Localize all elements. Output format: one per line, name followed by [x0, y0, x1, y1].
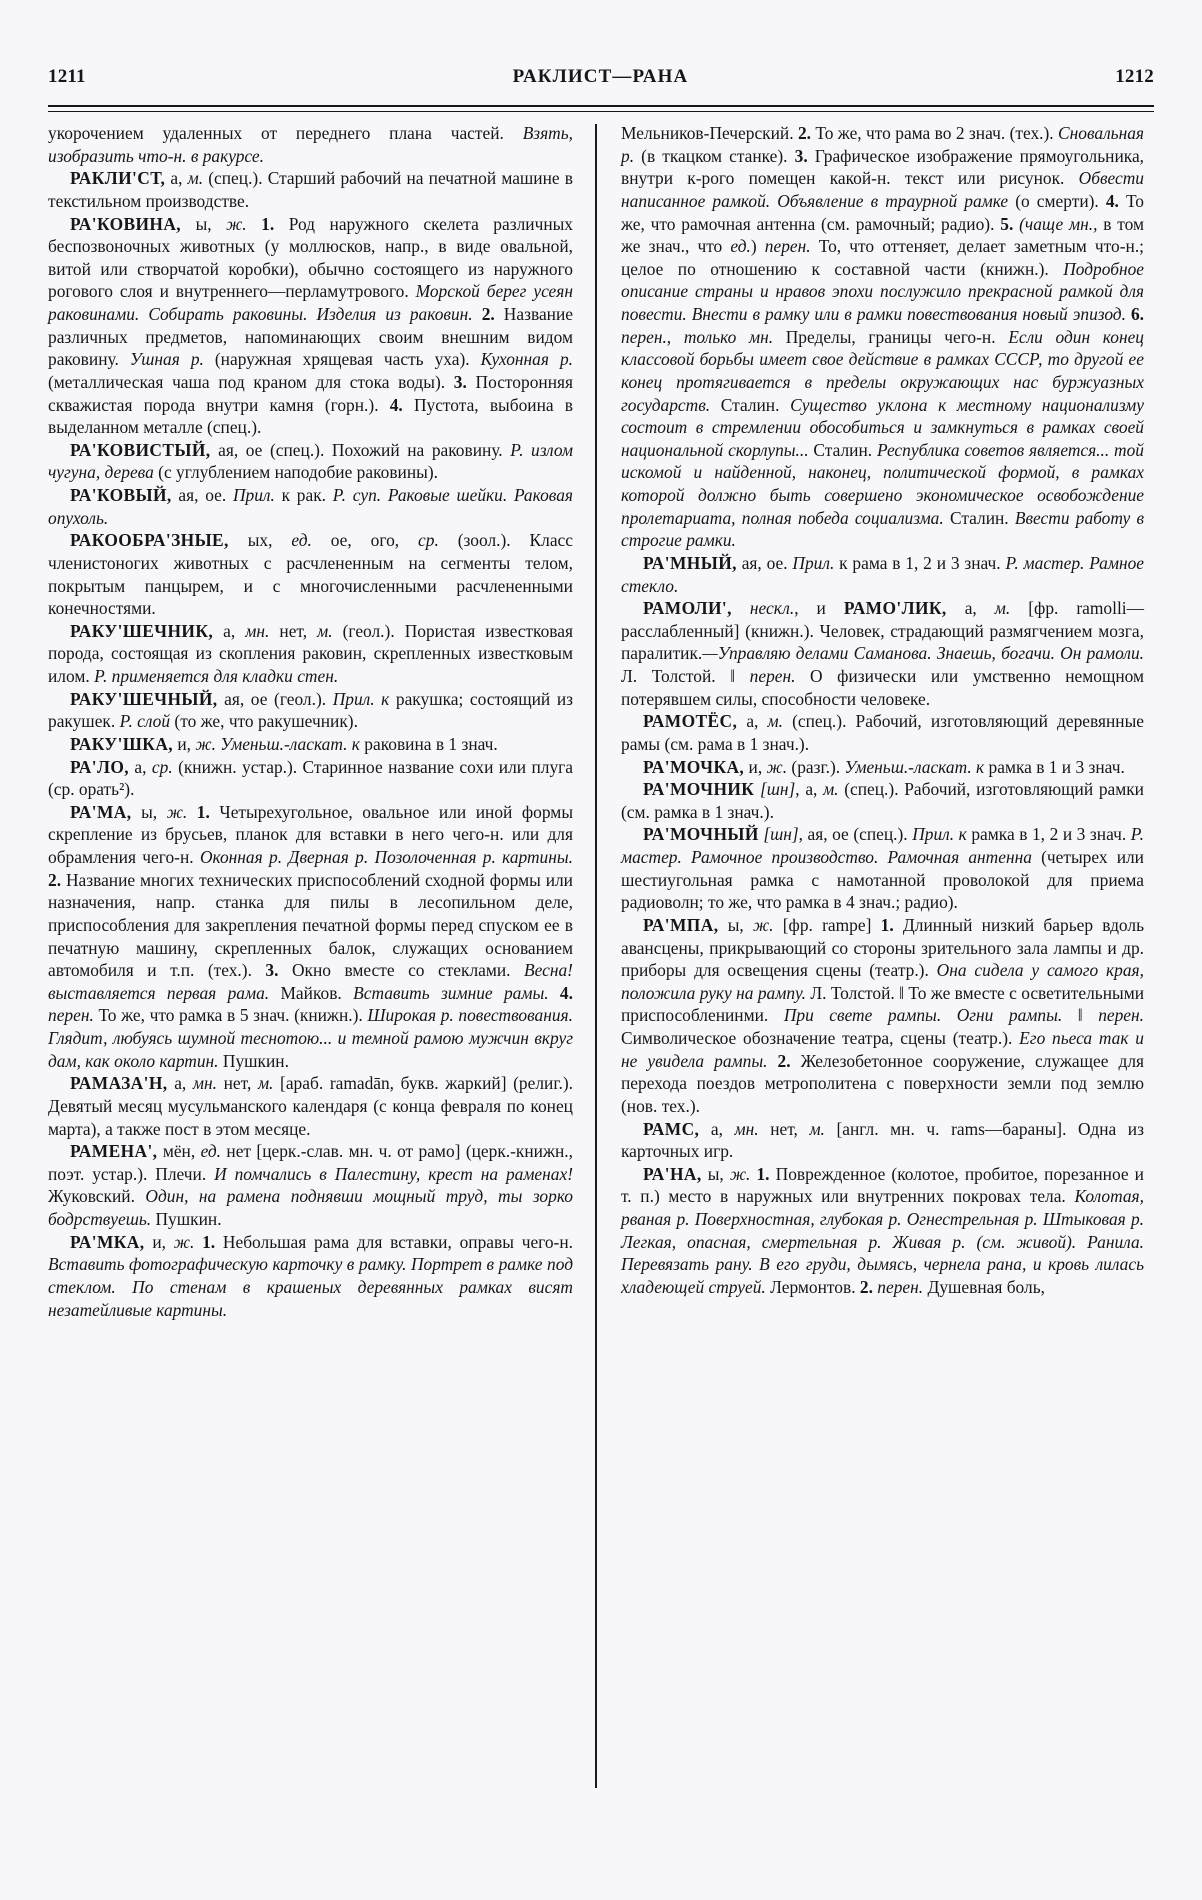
example: Подробное описание страны и нравов эпохи послужило прекрасной рамкой для повести. Внести в рамку или в рамки повествования новый эпизод. [621, 258, 1144, 324]
definition: Окно вместе со стеклами. [278, 960, 525, 981]
grammar-italic: ж. [195, 733, 216, 754]
label: перен. [48, 1005, 94, 1026]
headword: РА'МОЧКА, [643, 756, 745, 777]
headword: РАКУ'ШКА, [70, 733, 174, 754]
headword: РА'МПА, [643, 914, 719, 935]
definition: (зоол.). Класс членистоногих животных с расчлененным на сегменты телом, покрытым панцырем, и с многочисленными расчлененными конечностями. [48, 530, 573, 619]
attribution: Майков. [269, 982, 354, 1003]
attribution: Л. Толстой. [806, 982, 895, 1003]
sense-number: 1. [246, 213, 275, 234]
grammar: ая, ое. [736, 552, 793, 573]
grammar: а, [737, 711, 768, 732]
headword: РАМОТЁС, [643, 711, 738, 732]
definition: раковина в 1 знач. [359, 733, 498, 754]
attribution: Мельников-Печерский. [621, 123, 794, 143]
example: Оконная р. Дверная р. Позолоченная р. картины. [199, 847, 573, 867]
definition: рамка в 1 и 3 знач. [984, 756, 1125, 777]
sense-number: 3. [787, 145, 808, 166]
example: Вставить зимние рамы. [353, 982, 549, 1003]
definition: (металлическая чаша под краном для стока воды). [48, 371, 446, 392]
grammar: ая, ое [210, 439, 263, 460]
definition: Небольшая рама для вставки, оправы чего-н. [215, 1231, 574, 1252]
grammar: ы, [718, 914, 753, 935]
grammar-italic: ж. [729, 1163, 751, 1184]
definition: Название многих технических приспособлений сходной формы или назначения, напр. станка для пилы в лесопильном деле, приспособления для закрепления печатной формы перед спуском ее в печатную машину, скрепленных балок, служащих основанием автомобиля и т.п. (тех.). [48, 869, 573, 981]
attribution: Жуковский. [48, 1186, 146, 1207]
example: Кухонная р. [480, 349, 573, 370]
example: Р. излом чугуна, дерева [48, 439, 573, 483]
headword: РА'ЛО, [70, 756, 130, 777]
folio-right: 1212 [1115, 66, 1154, 87]
example: —Управляю делами Саманова. Знаешь, богачи. Он рамоли. [702, 643, 1144, 664]
definition: О физически или умственно немощном потерявшем силы, способности человеке. [621, 666, 1145, 709]
headword: РА'МКА, [70, 1231, 145, 1252]
headword: РА'НА, [643, 1163, 702, 1184]
grammar-italic: м. [317, 620, 333, 641]
grammar-italic: ед. [200, 1141, 222, 1162]
definition: (спец.). Похожий на раковину. [262, 439, 511, 460]
grammar: нет, [269, 620, 318, 641]
sense-number: 3. [251, 960, 279, 981]
definition: в том же знач., что [621, 213, 1144, 257]
example: Р. применяется для кладки стен. [94, 666, 339, 686]
example: Сновальная р. [621, 123, 1144, 166]
example: Обвести написанное рамкой. Объявление в траурной рамке [621, 168, 1144, 211]
grammar-italic: м. [257, 1073, 274, 1094]
label: перен. [764, 236, 811, 257]
grammar: ы, [701, 1163, 730, 1184]
definition: (спец.). Рабочий, изготовляющий рамки (см. рамка в 1 знач.). [621, 779, 1144, 822]
entry-rakushechnyj [48, 688, 573, 733]
definition: (церк.-книжн., поэт. устар.). Плечи. [48, 1141, 573, 1184]
definition: . Одна из карточных игр. [621, 1118, 1144, 1162]
sense-number: 2. [48, 869, 62, 890]
example: Ушная р. [129, 349, 204, 370]
example: Республика советов является... той искомой и найденной, наконец, политической формой, в рамках которой должно быть совершено экономическое освобождение пролетариата, полная победа социализма. [621, 439, 1145, 528]
label: Уменьш.-ласкат. к [215, 733, 360, 754]
grammar: а, [167, 1073, 193, 1094]
definition: (религ.). Девятый месяц мусульманского календаря (с конца февраля по конец марта), а также пост в этом месяце. [48, 1073, 573, 1139]
grammar-italic: ж. [226, 213, 247, 234]
example: Весна! выставляется первая рама. [48, 960, 573, 1003]
attribution: Л. Толстой. [621, 666, 716, 686]
grammar: мён, [157, 1141, 201, 1162]
headword: РАКУ'ШЕЧНИК, [70, 620, 214, 641]
etymology: [фр. rampe] [773, 914, 872, 935]
grammar: , ая, ое [798, 824, 849, 845]
etymology: [церк.-слав. мн. ч. от рамо] [251, 1141, 461, 1162]
sense-number: 2. [767, 1050, 791, 1071]
example: Ввести работу в строгие рамки. [621, 507, 1144, 551]
entry-rama [48, 801, 573, 1073]
grammar: и, [744, 756, 767, 777]
carryover-text: укорочением удаленных от переднего плана частей. [48, 123, 523, 143]
label: Прил. к [912, 824, 967, 845]
example: Один, на рамена поднявши мощный труд, ты зорко бодрствуешь. [48, 1186, 573, 1229]
definition: (о смерти). [1008, 190, 1099, 211]
headword: РА'КОВИСТЫЙ, [70, 439, 211, 460]
sense-number: 5. [994, 213, 1014, 234]
example: Она сидела у самого края, положила руку на рампу. [621, 960, 1144, 1003]
attribution: Сталин. [710, 394, 791, 415]
folio-left: 1211 [48, 66, 86, 87]
label: Уменьш.-ласкат. к [844, 756, 985, 777]
sense-number: 2. [855, 1276, 873, 1297]
entry-ramoli [621, 597, 1144, 710]
grammar: а, [213, 620, 246, 641]
running-head-title: РАКЛИСТ—РАНА [512, 66, 689, 87]
sense-number: 1. [187, 801, 210, 822]
grammar-italic: м. [187, 168, 204, 189]
attribution: Пушкин. [218, 1050, 289, 1071]
example: Морской берег усеян раковинами. Собирать раковины. Изделия из раковин. [48, 281, 573, 324]
definition: к рак. [274, 485, 333, 505]
headword: РАКЛИ'СТ, [70, 168, 166, 189]
sense-number: 1. [871, 914, 894, 935]
definition: к рама в 1, 2 и 3 знач. [834, 552, 1006, 573]
definition: ракушка; состоящий из ракушек. [48, 688, 573, 732]
definition: Железобетонное сооружение, служащее для перехода поездов метрополитена с поверхности земли под землю (нов. тех.). [621, 1050, 1145, 1116]
sense-number: 4. [548, 982, 573, 1003]
headword: РАМЕНА', [70, 1141, 158, 1162]
headword: РА'МОЧНЫЙ [643, 824, 759, 845]
label: перен. [749, 666, 796, 686]
headword: РАМОЛИ', [643, 598, 732, 619]
definition: рамка в 1, 2 и 3 знач. [966, 824, 1131, 845]
definition: Пределы, границы чего-н. [773, 326, 1009, 347]
headword: РА'КОВИНА, [70, 213, 182, 234]
example: Широкая р. повествования. [367, 1005, 573, 1026]
example: И помчались в Палестину, крест на раменах! [214, 1163, 573, 1184]
label: перен., только мн. [621, 326, 774, 347]
sense-separator: ‖ [894, 982, 909, 1003]
header-rule [48, 105, 1154, 112]
sense-number: 2. [793, 123, 812, 143]
grammar-italic: м. [809, 1118, 825, 1139]
grammar: нет, [758, 1118, 810, 1139]
definition: То же, что рамка в 5 знач. (книжн.). [93, 1005, 368, 1026]
grammar-italic: ж. [173, 1231, 195, 1252]
entry-rams [621, 1118, 1144, 1163]
grammar: а, [165, 168, 188, 189]
headword: РА'МОЧНИК [643, 779, 755, 800]
sense-separator: ‖ [1062, 1005, 1099, 1026]
sense-number: 4. [1098, 190, 1119, 211]
definition: (спец.). Старший рабочий на печатной машине в текстильном производстве. [48, 168, 574, 211]
entry-ralo [48, 756, 573, 801]
definition: То же вместе с осветительными приспособленинми. [621, 982, 1145, 1026]
headword: РАКООБРА'ЗНЫЕ, [70, 530, 229, 551]
entry-ramochnik [621, 778, 1144, 823]
example: При свете рампы. Огни рампы. [783, 1005, 1063, 1026]
grammar-italic: ср. [151, 756, 173, 777]
sense-number: 4. [378, 394, 403, 415]
definition: (разг.). [787, 756, 845, 777]
entry-ramochnyj [621, 823, 1144, 914]
grammar: и, [144, 1231, 174, 1252]
grammar-italic: ед. [291, 530, 312, 551]
headword: РАКУ'ШЕЧНЫЙ, [70, 688, 218, 709]
grammar: ых, [228, 530, 292, 551]
grammar-italic: мн. [734, 1118, 759, 1139]
definition: (геол.). Пористая известковая порода, состоящая из скопления раковин, скрепленных известковым илом. [48, 620, 573, 686]
grammar: нет [221, 1141, 252, 1162]
definition: (наружная хрящевая часть уха). [203, 349, 481, 370]
definition: (геол.). [267, 688, 333, 709]
label: Прил. [232, 485, 275, 505]
entry-ramazan [48, 1072, 573, 1140]
definition: Четырехугольное, овальное или иной формы скрепление из брусьев, планок для вставки в него чего-н. или для обрамления чего-н. [48, 801, 573, 867]
entry-ramena [48, 1140, 573, 1231]
sense-number: 1. [750, 1163, 770, 1184]
carryover-example: Взять, изобразить что-н. в ракурсе. [48, 123, 573, 166]
sense-number: 1. [194, 1231, 216, 1252]
definition: Название различных предметов, напоминающих своим внешним видом раковину. [48, 304, 573, 370]
pronunciation: [шн] [754, 779, 796, 800]
conjunction: , и [794, 598, 844, 619]
example: Его пьеса так и не увидела рампы. [621, 1028, 1144, 1071]
body-columns [48, 122, 1154, 1788]
grammar: ая, ое. [171, 485, 233, 505]
definition: То, что оттеняет, делает заметным что-н.; целое по отношению к составной части (книжн.). [621, 236, 1145, 279]
grammar: , а, [795, 779, 824, 800]
entry-rakushka [48, 733, 573, 756]
entry-ramnyj [621, 552, 1144, 597]
carryover-ramka-continued [621, 122, 1144, 552]
example: Р. суп. Раковые шейки. Раковая опухоль. [48, 485, 573, 528]
headword: РА'МНЫЙ, [643, 552, 737, 573]
definition: Поврежденное (колотое, пробитое, порезанное и т. п.) место в наружных или внутренних покровах тела. [621, 1163, 1144, 1207]
example: Р. мастер. Рамочное производство. Рамочная антенна [621, 824, 1144, 867]
grammar-italic: ж. [752, 914, 774, 935]
grammar-italic: ж. [166, 801, 188, 822]
column-right [597, 122, 1144, 1788]
grammar: а, [946, 598, 995, 619]
definition: Душевная боль, [923, 1276, 1045, 1297]
definition: Длинный низкий барьер вдоль авансцены, прикрывающий со стороны зрительного зала лампы и др. приборы для освещения сцены (театр.). [621, 914, 1144, 981]
headword: РА'МА, [70, 801, 132, 822]
headword: РАМС, [643, 1118, 700, 1139]
entry-rakovyj [48, 484, 573, 529]
etymology: [араб. ramadān, букв. жаркий] [273, 1073, 507, 1094]
grammar: и, [173, 733, 196, 754]
entry-ramotes [621, 710, 1144, 755]
label: Прил. к [332, 688, 390, 709]
label: Прил. [792, 552, 835, 573]
sense-number: 6. [1125, 304, 1145, 324]
entry-ramochka [621, 756, 1144, 779]
entry-raklist [48, 167, 573, 212]
carryover-paragraph [48, 122, 573, 167]
definition: ) [750, 236, 765, 257]
example: Существо уклона к местному национализму состоит в стремлении обособиться и замкнуться в рамках своей национальной скорлупы... [621, 394, 1144, 460]
grammar-italic: нескл. [731, 598, 795, 619]
headword: РА'КОВЫЙ, [70, 485, 172, 505]
definition: Графическое изображение прямоугольника, внутри к-рого помещен какой-н. текст или рисунок. [621, 145, 1145, 189]
grammar-italic: м. [767, 711, 783, 732]
grammar: а, [699, 1118, 735, 1139]
definition: Пустота, выбоина в выделанном металле (спец.). [48, 394, 573, 438]
entry-rana [621, 1163, 1144, 1299]
definition: Символическое обозначение театра, сцены (театр.). [621, 1028, 1020, 1048]
headword: РАМАЗА'Н, [70, 1073, 168, 1094]
grammar: ы, [131, 801, 167, 822]
entry-rakoobraznye [48, 529, 573, 620]
definition: (то же, что ракушечник). [170, 711, 358, 732]
grammar-italic: м. [823, 779, 839, 800]
definition: (спец.). [848, 824, 913, 845]
label: перен. [872, 1276, 924, 1297]
definition: Род наружного скелета различных беспозвоночных животных (у моллюсков, напр., в виде овальной, витой или створчатой коробки), обычно состоящего из наружного рогового слоя и внутреннего—перламутрового. [48, 213, 574, 302]
definition: (с углублением наподобие раковины). [153, 462, 438, 483]
headword-variant: РАМО'ЛИК, [843, 598, 947, 619]
column-left [48, 122, 595, 1788]
grammar-italic: м. [994, 598, 1011, 619]
definition: То же, что рамочная антенна (см. рамочный; радио). [621, 190, 1144, 234]
grammar: ое, ого, [311, 530, 419, 551]
entry-ramka [48, 1231, 573, 1322]
grammar-italic: мн. [192, 1073, 217, 1094]
etymology: [англ. мн. ч. rams—бараны] [824, 1118, 1063, 1139]
grammar-italic: мн. [245, 620, 270, 641]
sense-number: 3. [445, 371, 467, 392]
grammar-italic: ж. [766, 756, 788, 777]
attribution: Пушкин. [151, 1209, 222, 1229]
attribution: Сталин. [808, 439, 877, 460]
grammar: нет, [216, 1073, 258, 1094]
entry-rampa [621, 914, 1144, 1118]
pronunciation: [шн] [758, 824, 799, 845]
sense-number: 2. [472, 304, 495, 324]
definition: Посторонняя скважистая порода внутри камня (горн.). [48, 371, 573, 415]
definition: (в ткацком станке). [634, 145, 788, 166]
grammar: ы, [181, 213, 227, 234]
example: Вставить фотографическую карточку в рамку. Портрет в рамке под стеклом. По стенам в крашеных деревянных рамках висят незатейливые картины. [48, 1254, 573, 1320]
label: ед. [730, 236, 751, 257]
grammar-italic: ср. [418, 530, 439, 551]
example: Глядит, любуясь шумной теснотою... и темной рамою мужчин вкруг дам, как около картин. [48, 1028, 573, 1071]
entry-rakovina [48, 213, 573, 439]
grammar: а, [129, 756, 152, 777]
attribution: Сталин. [943, 507, 1015, 528]
definition: То же, что рама во 2 знач. (тех.). [811, 123, 1059, 143]
example: Если один конец классовой борьбы имеет свое действие в рамках СССР, то другой ее конец протягивается в пределы окружающих нас буржуазных государств. [621, 326, 1144, 415]
sense-separator: ‖ [715, 666, 750, 686]
example: Р. слой [119, 711, 171, 732]
definition: (книжн. устар.). Старинное название сохи или плуга (ср. орать²). [48, 756, 573, 800]
running-head [48, 66, 1154, 92]
definition: (спец.). Рабочий, изготовляющий деревянные рамы (см. рама в 1 знач.). [621, 711, 1145, 754]
grammar: ая, ое [217, 688, 268, 709]
definition: (четырех или шестиугольная рамка с намотанной проволокой для приема радиоволн; то же, что рамка в 4 знач.; радио). [621, 847, 1144, 913]
attribution: Лермонтов. [765, 1276, 856, 1297]
entry-rakovistyj [48, 439, 573, 484]
etymology: [фр. ramolli—расслабленный] [621, 598, 1144, 641]
example: Р. мастер. Рамное стекло. [621, 552, 1144, 596]
entry-rakushechnik [48, 620, 573, 688]
label: (чаще мн., [1013, 213, 1098, 234]
definition: (книжн.). Человек, страдающий размягчением мозга, паралитик. [621, 620, 1144, 664]
label: перен. [1098, 1005, 1144, 1026]
example: Колотая, рваная р. Поверхностная, глубокая р. Огнестрельная р. Штыковая р. Легкая, опасная, смертельная р. Живая р. (см. живой). Ранила. Перевязать рану. В его груди, дымясь, чернела рана, и кровь лилась хладеющей струей. [621, 1186, 1144, 1297]
